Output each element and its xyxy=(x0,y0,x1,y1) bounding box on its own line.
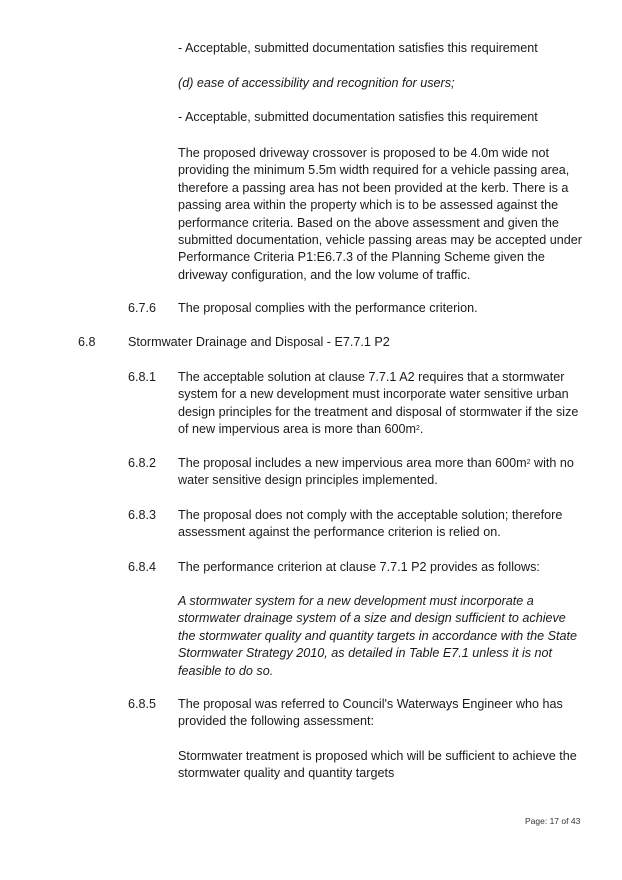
text-line: stormwater quality and quantity targets xyxy=(178,766,395,781)
text-line: stormwater drainage system of a size and design sufficient to achieve xyxy=(178,611,566,626)
text-line: submitted documentation, vehicle passing areas may be accepted under xyxy=(178,233,582,248)
text: The proposal includes a new impervious area more than 600m xyxy=(178,456,527,470)
clause-number: 6.8.4 xyxy=(128,560,157,574)
clause-text: The proposal complies with the performance criterion. xyxy=(178,301,478,315)
c-response: - Acceptable, submitted documentation satisfies this requirement xyxy=(178,41,538,55)
text: of new impervious area is more than 600m xyxy=(178,422,416,437)
clause-number: 6.7.6 xyxy=(128,301,157,315)
text-line: assessment against the performance criterion is relied on. xyxy=(178,525,501,540)
text-line: The proposal was referred to Council's Waterways Engineer who has xyxy=(178,697,563,711)
clause-text: The performance criterion at clause 7.7.1 P2 provides as follows: xyxy=(178,560,540,574)
text-line: The proposal does not comply with the acceptable solution; therefore xyxy=(178,508,563,522)
driveway-paragraph xyxy=(178,145,582,284)
clause-number: 6.8.1 xyxy=(128,370,157,384)
text-line: the stormwater quality and quantity targets in accordance with the State xyxy=(178,628,578,643)
text-line: Performance Criteria P1:E6.7.3 of the Planning Scheme given the xyxy=(178,250,545,265)
text-line xyxy=(178,455,574,472)
text-line xyxy=(178,421,578,438)
text-line: performance criteria. Based on the above assessment and given the xyxy=(178,215,559,230)
section-number: 6.8 xyxy=(78,335,96,349)
clause-number: 6.8.5 xyxy=(128,697,157,711)
page-number: Page: 17 of 43 xyxy=(525,816,581,826)
text-line: A stormwater system for a new development must incorporate a xyxy=(178,594,534,608)
text-line: provided the following assessment: xyxy=(178,714,375,729)
text-line: water sensitive design principles implemented. xyxy=(178,473,438,488)
superscript: 2 xyxy=(526,459,531,466)
superscript: 2 xyxy=(416,425,420,433)
text-line: The proposed driveway crossover is proposed to be 4.0m wide not xyxy=(178,146,550,160)
text-line: system for a new development must incorporate water sensitive urban xyxy=(178,387,569,402)
text-line: feasible to do so. xyxy=(178,663,274,678)
clause-number: 6.8.2 xyxy=(128,456,157,470)
quoted-criterion xyxy=(178,593,577,680)
section-title: Stormwater Drainage and Disposal - E7.7.1 P2 xyxy=(128,335,390,349)
text-line: therefore a passing area has not been provided at the kerb. There is a xyxy=(178,180,569,195)
text-line: design principles for the treatment and disposal of stormwater if the size xyxy=(178,404,579,419)
clause-number: 6.8.3 xyxy=(128,508,157,522)
clause-text xyxy=(178,455,574,490)
clause-text xyxy=(178,507,562,542)
text-line: passing area within the property which is to be assessed against the xyxy=(178,198,559,213)
text-line: Stormwater treatment is proposed which will be sufficient to achieve the xyxy=(178,749,577,763)
criterion-d: (d) ease of accessibility and recognition for users; xyxy=(178,76,455,90)
text-line: providing the minimum 5.5m width required for a vehicle passing area, xyxy=(178,163,570,178)
clause-text xyxy=(178,696,563,731)
text: with no xyxy=(530,456,574,470)
text-line: Stormwater Strategy 2010, as detailed in Table E7.1 unless it is not xyxy=(178,646,553,661)
text: . xyxy=(419,422,424,437)
clause-text xyxy=(178,369,578,439)
text-line: driveway configuration, and the low volume of traffic. xyxy=(178,267,471,282)
d-response: - Acceptable, submitted documentation satisfies this requirement xyxy=(178,110,538,124)
engineer-assessment xyxy=(178,748,577,783)
text-line: The acceptable solution at clause 7.7.1 A2 requires that a stormwater xyxy=(178,370,565,384)
